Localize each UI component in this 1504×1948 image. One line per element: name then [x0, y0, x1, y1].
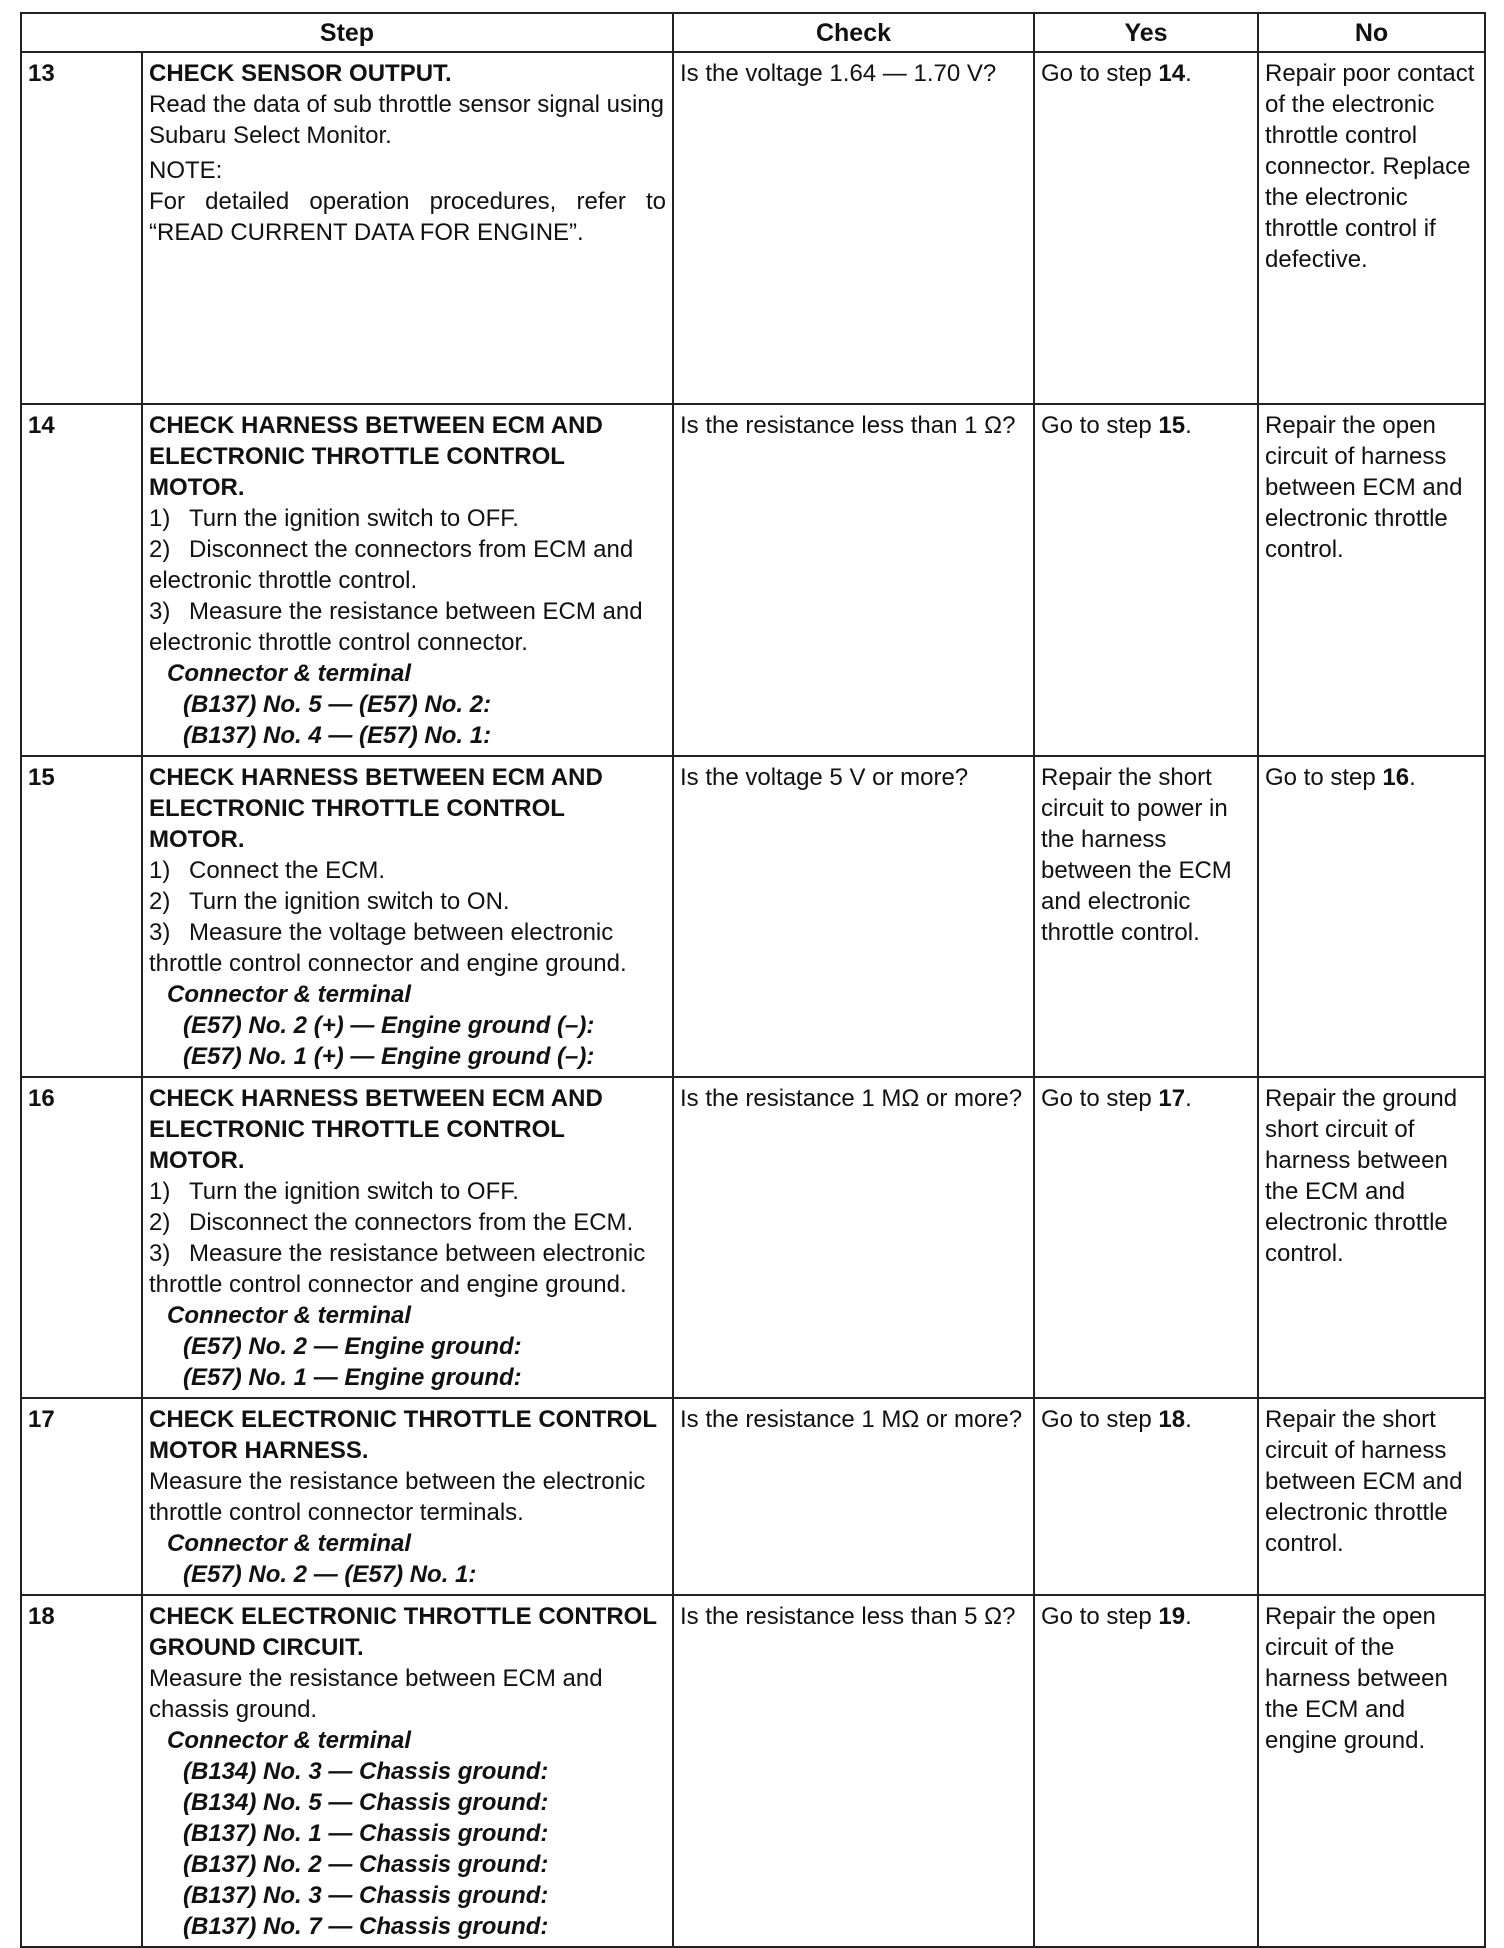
no-cell: Repair the open circuit of the harness between the ECM and engine ground.	[1258, 1595, 1485, 1947]
connector-terminal-label: Connector & terminal	[167, 981, 412, 1008]
no-step-number: 16	[1382, 764, 1410, 791]
yes-suffix: .	[1185, 1406, 1192, 1433]
no-cell: Repair the short circuit of harness between ECM and electronic throttle control.	[1258, 1398, 1485, 1595]
yes-step-number: 14	[1158, 60, 1186, 87]
sub-step	[149, 503, 666, 534]
check-cell: Is the resistance less than 5 Ω?	[673, 1595, 1034, 1947]
connector-terminal-label: Connector & terminal	[167, 1530, 412, 1557]
sub-step-text: Measure the resistance between electronic throttle control connector and engine ground.	[149, 1240, 646, 1298]
yes-suffix: .	[1185, 1603, 1192, 1630]
yes-cell	[1034, 1077, 1258, 1398]
step-cell	[142, 756, 673, 1077]
table-header-row	[21, 13, 1485, 52]
sub-step-number: 2)	[149, 536, 171, 563]
terminal-spec: (E57) No. 1 (+) — Engine ground (–):	[183, 1043, 595, 1070]
step-title: CHECK HARNESS BETWEEN ECM AND ELECTRONIC THROTTLE CONTROL MOTOR.	[149, 412, 603, 501]
step-title: CHECK HARNESS BETWEEN ECM AND ELECTRONIC THROTTLE CONTROL MOTOR.	[149, 764, 603, 853]
terminal-spec: (E57) No. 2 — (E57) No. 1:	[183, 1561, 477, 1588]
no-text: Go to step	[1265, 764, 1383, 791]
connector-terminal-label: Connector & terminal	[167, 1727, 412, 1754]
terminal-spec: (B137) No. 2 — Chassis ground:	[183, 1851, 549, 1878]
yes-text: Go to step	[1041, 1406, 1159, 1433]
connector-terminal-label: Connector & terminal	[167, 1302, 412, 1329]
sub-step-number: 1)	[149, 857, 171, 884]
terminal-spec: (E57) No. 1 — Engine ground:	[183, 1364, 522, 1391]
sub-step-text: Disconnect the connectors from the ECM.	[189, 1209, 634, 1236]
sub-step-number: 1)	[149, 505, 171, 532]
yes-suffix: .	[1185, 60, 1192, 87]
step-cell	[142, 52, 673, 404]
terminal-spec: (B137) No. 7 — Chassis ground:	[183, 1913, 549, 1940]
note-label: NOTE:	[149, 157, 223, 184]
no-cell	[1258, 756, 1485, 1077]
sub-step-number: 3)	[149, 598, 171, 625]
step-cell	[142, 1398, 673, 1595]
diagnostic-procedure-sheet	[20, 12, 1484, 1948]
step-number: 18	[21, 1595, 142, 1947]
step-number: 13	[21, 52, 142, 404]
terminal-spec: (B134) No. 3 — Chassis ground:	[183, 1758, 549, 1785]
terminal-spec: (E57) No. 2 — Engine ground:	[183, 1333, 522, 1360]
table-row	[21, 1398, 1485, 1595]
yes-cell: Repair the short circuit to power in the harness between the ECM and electronic throttle control.	[1034, 756, 1258, 1077]
table-row	[21, 1077, 1485, 1398]
yes-cell	[1034, 52, 1258, 404]
sub-step-number: 2)	[149, 1209, 171, 1236]
step-number: 17	[21, 1398, 142, 1595]
sub-step	[149, 1207, 666, 1238]
step-number: 14	[21, 404, 142, 756]
sub-step-text: Disconnect the connectors from ECM and electronic throttle control.	[149, 536, 634, 594]
sub-step-number: 1)	[149, 1178, 171, 1205]
sub-step	[149, 1176, 666, 1207]
sub-step-text: Turn the ignition switch to OFF.	[189, 1178, 519, 1205]
yes-step-number: 19	[1158, 1603, 1186, 1630]
sub-step-text: Connect the ECM.	[189, 857, 386, 884]
header-no: No	[1258, 13, 1485, 52]
yes-suffix: .	[1185, 1085, 1192, 1112]
yes-step-number: 17	[1158, 1085, 1186, 1112]
connector-terminal-label: Connector & terminal	[167, 660, 412, 687]
terminal-spec: (E57) No. 2 (+) — Engine ground (–):	[183, 1012, 595, 1039]
terminal-spec: (B137) No. 4 — (E57) No. 1:	[183, 722, 492, 749]
check-cell: Is the resistance 1 MΩ or more?	[673, 1077, 1034, 1398]
step-cell	[142, 404, 673, 756]
step-body: Read the data of sub throttle sensor signal using Subaru Select Monitor.	[149, 91, 664, 149]
yes-text: Go to step	[1041, 60, 1159, 87]
note-text: For detailed operation procedures, refer to “READ CURRENT DATA FOR ENGINE”.	[149, 188, 666, 246]
sub-step-number: 3)	[149, 1240, 171, 1267]
header-yes: Yes	[1034, 13, 1258, 52]
no-cell: Repair the ground short circuit of harness between the ECM and electronic throttle control.	[1258, 1077, 1485, 1398]
no-cell: Repair the open circuit of harness between ECM and electronic throttle control.	[1258, 404, 1485, 756]
step-title: CHECK ELECTRONIC THROTTLE CONTROL MOTOR HARNESS.	[149, 1406, 657, 1464]
header-step: Step	[21, 13, 673, 52]
sub-step-text: Turn the ignition switch to ON.	[189, 888, 510, 915]
yes-text: Go to step	[1041, 412, 1159, 439]
no-cell: Repair poor contact of the electronic throttle control connector. Replace the electronic throttle control if defective.	[1258, 52, 1485, 404]
yes-cell	[1034, 1398, 1258, 1595]
sub-step-text: Turn the ignition switch to OFF.	[189, 505, 519, 532]
yes-text: Go to step	[1041, 1085, 1159, 1112]
sub-step	[149, 1238, 666, 1300]
check-cell: Is the resistance less than 1 Ω?	[673, 404, 1034, 756]
terminal-spec: (B137) No. 5 — (E57) No. 2:	[183, 691, 492, 718]
step-number: 16	[21, 1077, 142, 1398]
step-number: 15	[21, 756, 142, 1077]
sub-step-text: Measure the voltage between electronic throttle control connector and engine ground.	[149, 919, 627, 977]
check-cell: Is the voltage 5 V or more?	[673, 756, 1034, 1077]
step-cell	[142, 1077, 673, 1398]
step-title: CHECK SENSOR OUTPUT.	[149, 60, 452, 87]
sub-step	[149, 886, 666, 917]
sub-step	[149, 596, 666, 658]
step-cell	[142, 1595, 673, 1947]
check-cell: Is the voltage 1.64 — 1.70 V?	[673, 52, 1034, 404]
sub-step	[149, 917, 666, 979]
yes-step-number: 15	[1158, 412, 1186, 439]
table-row	[21, 1595, 1485, 1947]
sub-step	[149, 855, 666, 886]
yes-cell	[1034, 404, 1258, 756]
terminal-spec: (B137) No. 3 — Chassis ground:	[183, 1882, 549, 1909]
diagnostic-table	[20, 12, 1486, 1948]
header-check: Check	[673, 13, 1034, 52]
yes-suffix: .	[1185, 412, 1192, 439]
yes-text: Go to step	[1041, 1603, 1159, 1630]
terminal-spec: (B134) No. 5 — Chassis ground:	[183, 1789, 549, 1816]
yes-cell	[1034, 1595, 1258, 1947]
table-row	[21, 756, 1485, 1077]
sub-step-number: 3)	[149, 919, 171, 946]
table-row	[21, 404, 1485, 756]
step-title: CHECK HARNESS BETWEEN ECM AND ELECTRONIC THROTTLE CONTROL MOTOR.	[149, 1085, 603, 1174]
terminal-spec: (B137) No. 1 — Chassis ground:	[183, 1820, 549, 1847]
check-cell: Is the resistance 1 MΩ or more?	[673, 1398, 1034, 1595]
yes-step-number: 18	[1158, 1406, 1186, 1433]
table-row	[21, 52, 1485, 404]
step-title: CHECK ELECTRONIC THROTTLE CONTROL GROUND CIRCUIT.	[149, 1603, 657, 1661]
sub-step-text: Measure the resistance between ECM and electronic throttle control connector.	[149, 598, 643, 656]
sub-step-number: 2)	[149, 888, 171, 915]
sub-step	[149, 534, 666, 596]
step-body: Measure the resistance between the electronic throttle control connector terminals.	[149, 1468, 646, 1526]
no-suffix: .	[1409, 764, 1416, 791]
step-body: Measure the resistance between ECM and chassis ground.	[149, 1665, 603, 1723]
